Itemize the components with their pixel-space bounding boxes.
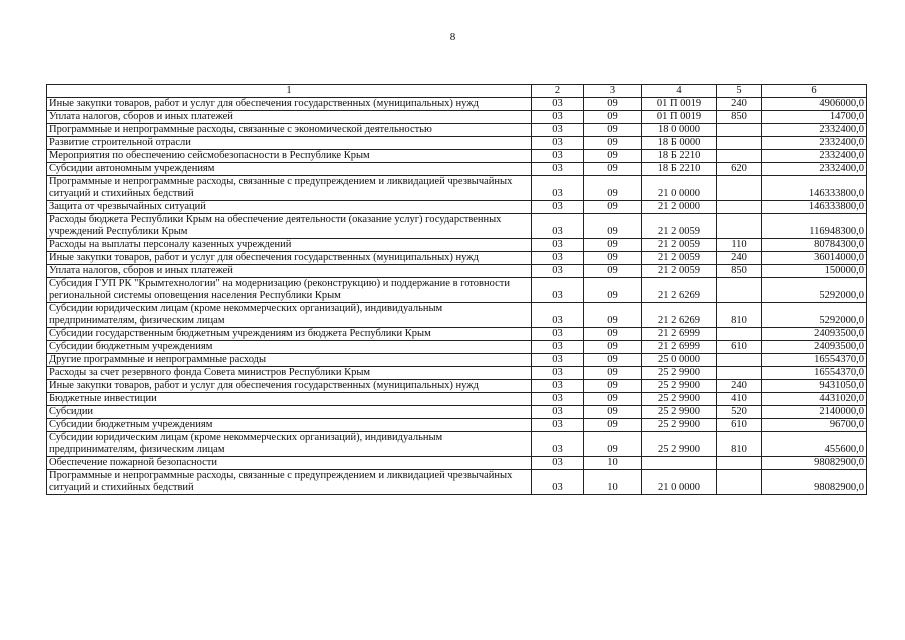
table-row (47, 214, 867, 239)
expense-name-cell: Программные и непрограммные расходы, связанные с экономической деятельностью (47, 124, 532, 137)
subsection-code-cell: 09 (584, 367, 642, 380)
expense-type-cell: 610 (717, 419, 762, 432)
amount-cell: 14700,0 (762, 111, 867, 124)
expense-name-cell: Субсидии бюджетным учреждениям (47, 419, 532, 432)
expense-name-cell: Субсидии бюджетным учреждениям (47, 341, 532, 354)
amount-cell: 80784300,0 (762, 239, 867, 252)
amount-cell: 2332400,0 (762, 124, 867, 137)
subsection-code-cell: 09 (584, 303, 642, 328)
target-item-cell: 21 2 6269 (642, 278, 717, 303)
table-row (47, 419, 867, 432)
expense-type-cell (717, 470, 762, 495)
section-code-cell: 03 (532, 98, 584, 111)
expense-type-cell (717, 328, 762, 341)
target-item-cell: 01 П 0019 (642, 98, 717, 111)
section-code-cell: 03 (532, 367, 584, 380)
subsection-code-cell: 09 (584, 328, 642, 341)
expense-type-cell: 810 (717, 432, 762, 457)
target-item-cell (642, 457, 717, 470)
amount-cell: 2332400,0 (762, 137, 867, 150)
table-row (47, 303, 867, 328)
section-code-cell: 03 (532, 214, 584, 239)
table-row (47, 380, 867, 393)
expense-type-cell: 810 (717, 303, 762, 328)
amount-cell: 146333800,0 (762, 176, 867, 201)
expense-type-cell (717, 124, 762, 137)
section-code-cell: 03 (532, 163, 584, 176)
expense-type-cell: 850 (717, 111, 762, 124)
table-row (47, 201, 867, 214)
section-code-cell: 03 (532, 124, 584, 137)
table-row (47, 111, 867, 124)
section-code-cell: 03 (532, 137, 584, 150)
target-item-cell: 21 2 0000 (642, 201, 717, 214)
section-code-cell: 03 (532, 239, 584, 252)
expense-name-cell: Иные закупки товаров, работ и услуг для обеспечения государственных (муниципальных) нужд (47, 380, 532, 393)
header-col-4: 4 (642, 85, 717, 98)
section-code-cell: 03 (532, 341, 584, 354)
subsection-code-cell: 09 (584, 265, 642, 278)
table-row (47, 137, 867, 150)
subsection-code-cell: 09 (584, 150, 642, 163)
amount-cell: 16554370,0 (762, 367, 867, 380)
target-item-cell: 18 Б 0000 (642, 137, 717, 150)
target-item-cell: 21 2 6269 (642, 303, 717, 328)
expense-name-cell: Расходы бюджета Республики Крым на обеспечение деятельности (оказание услуг) государственных учреждений Республики Крым (47, 214, 532, 239)
subsection-code-cell: 09 (584, 406, 642, 419)
expense-name-cell: Субсидия ГУП РК "Крымтехнологии" на модернизацию (реконструкцию) и поддержание в готовности региональной системы оповещения населения Республики Крым (47, 278, 532, 303)
amount-cell: 2332400,0 (762, 163, 867, 176)
table-row (47, 406, 867, 419)
subsection-code-cell: 09 (584, 380, 642, 393)
subsection-code-cell: 09 (584, 419, 642, 432)
table-row (47, 176, 867, 201)
header-col-2: 2 (532, 85, 584, 98)
target-item-cell: 25 2 9900 (642, 406, 717, 419)
subsection-code-cell: 10 (584, 457, 642, 470)
expense-type-cell: 610 (717, 341, 762, 354)
amount-cell: 96700,0 (762, 419, 867, 432)
amount-cell: 98082900,0 (762, 470, 867, 495)
section-code-cell: 03 (532, 150, 584, 163)
subsection-code-cell: 09 (584, 163, 642, 176)
table-row (47, 163, 867, 176)
expense-type-cell (717, 278, 762, 303)
target-item-cell: 21 2 0059 (642, 239, 717, 252)
expense-type-cell (717, 150, 762, 163)
expense-name-cell: Развитие строительной отрасли (47, 137, 532, 150)
section-code-cell: 03 (532, 432, 584, 457)
table-row (47, 328, 867, 341)
table-row (47, 457, 867, 470)
target-item-cell: 25 2 9900 (642, 393, 717, 406)
amount-cell: 150000,0 (762, 265, 867, 278)
expense-type-cell (717, 457, 762, 470)
expense-name-cell: Защита от чрезвычайных ситуаций (47, 201, 532, 214)
target-item-cell: 25 2 9900 (642, 380, 717, 393)
expense-type-cell (717, 354, 762, 367)
expense-name-cell: Субсидии юридическим лицам (кроме некоммерческих организаций), индивидуальным предпринимателям, физическим лицам (47, 303, 532, 328)
table-row (47, 252, 867, 265)
amount-cell: 16554370,0 (762, 354, 867, 367)
expense-name-cell: Обеспечение пожарной безопасности (47, 457, 532, 470)
table-row (47, 341, 867, 354)
target-item-cell: 01 П 0019 (642, 111, 717, 124)
subsection-code-cell: 09 (584, 278, 642, 303)
section-code-cell: 03 (532, 176, 584, 201)
table-row (47, 367, 867, 380)
target-item-cell: 18 0 0000 (642, 124, 717, 137)
expense-type-cell (717, 201, 762, 214)
table-header-row (47, 85, 867, 98)
amount-cell: 4906000,0 (762, 98, 867, 111)
expense-name-cell: Другие программные и непрограммные расходы (47, 354, 532, 367)
amount-cell: 9431050,0 (762, 380, 867, 393)
section-code-cell: 03 (532, 380, 584, 393)
expense-name-cell: Программные и непрограммные расходы, связанные с предупреждением и ликвидацией чрезвычайных ситуаций и стихийных бедствий (47, 176, 532, 201)
section-code-cell: 03 (532, 406, 584, 419)
table-row (47, 98, 867, 111)
expense-type-cell: 240 (717, 98, 762, 111)
expense-type-cell (717, 137, 762, 150)
amount-cell: 146333800,0 (762, 201, 867, 214)
expense-name-cell: Уплата налогов, сборов и иных платежей (47, 111, 532, 124)
table-row (47, 393, 867, 406)
subsection-code-cell: 09 (584, 354, 642, 367)
header-col-6: 6 (762, 85, 867, 98)
target-item-cell: 21 0 0000 (642, 176, 717, 201)
expense-name-cell: Расходы за счет резервного фонда Совета министров Республики Крым (47, 367, 532, 380)
target-item-cell: 25 2 9900 (642, 367, 717, 380)
table-row (47, 354, 867, 367)
section-code-cell: 03 (532, 265, 584, 278)
section-code-cell: 03 (532, 470, 584, 495)
amount-cell: 36014000,0 (762, 252, 867, 265)
amount-cell: 4431020,0 (762, 393, 867, 406)
budget-table (46, 84, 867, 495)
amount-cell: 2140000,0 (762, 406, 867, 419)
section-code-cell: 03 (532, 354, 584, 367)
subsection-code-cell: 09 (584, 252, 642, 265)
expense-name-cell: Иные закупки товаров, работ и услуг для обеспечения государственных (муниципальных) нужд (47, 98, 532, 111)
subsection-code-cell: 09 (584, 201, 642, 214)
section-code-cell: 03 (532, 201, 584, 214)
target-item-cell: 25 0 0000 (642, 354, 717, 367)
expense-name-cell: Субсидии государственным бюджетным учреждениям из бюджета Республики Крым (47, 328, 532, 341)
target-item-cell: 25 2 9900 (642, 432, 717, 457)
section-code-cell: 03 (532, 393, 584, 406)
expense-type-cell (717, 214, 762, 239)
amount-cell: 24093500,0 (762, 328, 867, 341)
expense-name-cell: Бюджетные инвестиции (47, 393, 532, 406)
expense-type-cell: 110 (717, 239, 762, 252)
amount-cell: 2332400,0 (762, 150, 867, 163)
amount-cell: 24093500,0 (762, 341, 867, 354)
table-row (47, 432, 867, 457)
expense-type-cell (717, 367, 762, 380)
header-col-3: 3 (584, 85, 642, 98)
subsection-code-cell: 09 (584, 341, 642, 354)
expense-type-cell: 850 (717, 265, 762, 278)
amount-cell: 455600,0 (762, 432, 867, 457)
expense-name-cell: Иные закупки товаров, работ и услуг для обеспечения государственных (муниципальных) нужд (47, 252, 532, 265)
amount-cell: 5292000,0 (762, 278, 867, 303)
header-col-1: 1 (47, 85, 532, 98)
expense-name-cell: Субсидии (47, 406, 532, 419)
amount-cell: 98082900,0 (762, 457, 867, 470)
section-code-cell: 03 (532, 111, 584, 124)
amount-cell: 116948300,0 (762, 214, 867, 239)
target-item-cell: 25 2 9900 (642, 419, 717, 432)
target-item-cell: 21 2 6999 (642, 341, 717, 354)
expense-type-cell (717, 176, 762, 201)
expense-name-cell: Субсидии автономным учреждениям (47, 163, 532, 176)
subsection-code-cell: 10 (584, 470, 642, 495)
subsection-code-cell: 09 (584, 214, 642, 239)
target-item-cell: 21 2 0059 (642, 252, 717, 265)
header-col-5: 5 (717, 85, 762, 98)
expense-name-cell: Мероприятия по обеспечению сейсмобезопасности в Республике Крым (47, 150, 532, 163)
target-item-cell: 21 2 6999 (642, 328, 717, 341)
expense-type-cell: 240 (717, 252, 762, 265)
subsection-code-cell: 09 (584, 239, 642, 252)
subsection-code-cell: 09 (584, 393, 642, 406)
expense-name-cell: Расходы на выплаты персоналу казенных учреждений (47, 239, 532, 252)
expense-name-cell: Субсидии юридическим лицам (кроме некоммерческих организаций), индивидуальным предпринимателям, физическим лицам (47, 432, 532, 457)
target-item-cell: 21 2 0059 (642, 265, 717, 278)
subsection-code-cell: 09 (584, 176, 642, 201)
section-code-cell: 03 (532, 419, 584, 432)
expense-type-cell: 410 (717, 393, 762, 406)
expense-type-cell: 620 (717, 163, 762, 176)
expense-type-cell: 520 (717, 406, 762, 419)
subsection-code-cell: 09 (584, 111, 642, 124)
table-row (47, 278, 867, 303)
table-row (47, 470, 867, 495)
subsection-code-cell: 09 (584, 137, 642, 150)
table-row (47, 239, 867, 252)
expense-name-cell: Уплата налогов, сборов и иных платежей (47, 265, 532, 278)
amount-cell: 5292000,0 (762, 303, 867, 328)
target-item-cell: 18 Б 2210 (642, 150, 717, 163)
page-number: 8 (449, 31, 456, 43)
section-code-cell: 03 (532, 457, 584, 470)
table-row (47, 150, 867, 163)
table-row (47, 265, 867, 278)
subsection-code-cell: 09 (584, 432, 642, 457)
table-row (47, 124, 867, 137)
target-item-cell: 21 0 0000 (642, 470, 717, 495)
section-code-cell: 03 (532, 328, 584, 341)
section-code-cell: 03 (532, 278, 584, 303)
section-code-cell: 03 (532, 252, 584, 265)
target-item-cell: 21 2 0059 (642, 214, 717, 239)
expense-type-cell: 240 (717, 380, 762, 393)
target-item-cell: 18 Б 2210 (642, 163, 717, 176)
section-code-cell: 03 (532, 303, 584, 328)
subsection-code-cell: 09 (584, 98, 642, 111)
subsection-code-cell: 09 (584, 124, 642, 137)
expense-name-cell: Программные и непрограммные расходы, связанные с предупреждением и ликвидацией чрезвычайных ситуаций и стихийных бедствий (47, 470, 532, 495)
